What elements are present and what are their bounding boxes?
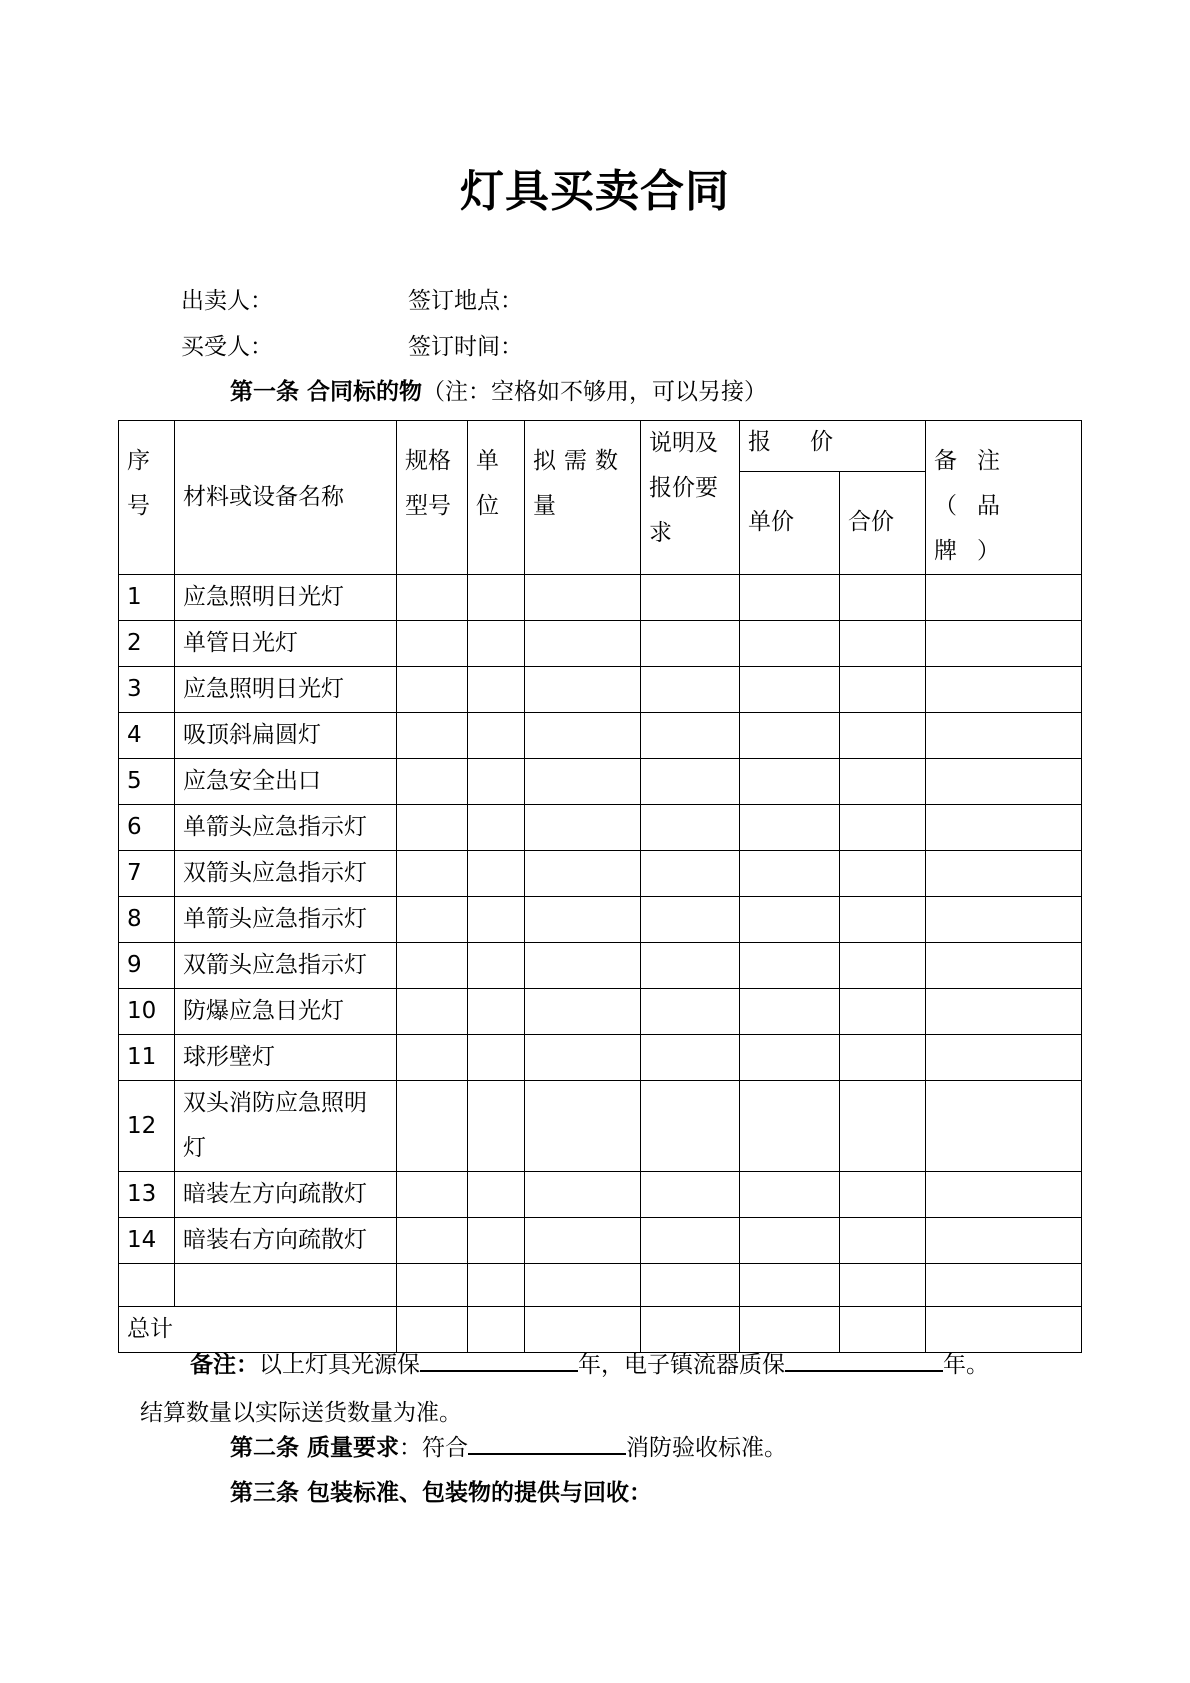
table-row <box>119 1035 1082 1081</box>
header-seq: 序号 <box>119 421 175 575</box>
row-name: 应急安全出口 <box>175 759 397 805</box>
article-2-heading: 第二条 质量要求 <box>230 1435 400 1461</box>
article-1-heading: 第一条 合同标的物 <box>230 379 423 405</box>
row-name <box>175 1264 397 1307</box>
table-row <box>119 989 1082 1035</box>
row-seq: 7 <box>119 851 175 897</box>
table-row <box>119 851 1082 897</box>
document-title: 灯具买卖合同 <box>460 166 730 217</box>
header-unit: 单位 <box>468 421 525 575</box>
row-seq: 1 <box>119 575 175 621</box>
row-name: 双头消防应急照明灯 <box>175 1081 397 1172</box>
warranty-blank-2 <box>785 1344 943 1372</box>
article-2-text-2: 消防验收标准。 <box>626 1435 788 1461</box>
article-2-text-1: ：符合 <box>399 1435 469 1461</box>
table-row <box>119 621 1082 667</box>
row-seq: 10 <box>119 989 175 1035</box>
header-unit-price: 单价 <box>740 471 840 574</box>
header-name: 材料或设备名称 <box>175 421 397 575</box>
row-seq: 3 <box>119 667 175 713</box>
total-label: 总计 <box>119 1307 397 1353</box>
row-name: 单管日光灯 <box>175 621 397 667</box>
table-row <box>119 943 1082 989</box>
items-table <box>118 420 1082 1353</box>
table-row <box>119 1081 1082 1172</box>
row-seq: 8 <box>119 897 175 943</box>
header-desc: 说明及报价要求 <box>641 421 740 575</box>
row-name: 球形壁灯 <box>175 1035 397 1081</box>
row-name: 应急照明日光灯 <box>175 575 397 621</box>
row-seq: 5 <box>119 759 175 805</box>
header-price: 报 价 <box>740 421 926 472</box>
buyer-label: 买受人： <box>181 334 273 360</box>
row-seq: 6 <box>119 805 175 851</box>
table-row <box>119 1172 1082 1218</box>
row-name: 应急照明日光灯 <box>175 667 397 713</box>
header-remark: 备注（品牌） <box>926 421 1082 575</box>
row-seq: 2 <box>119 621 175 667</box>
signing-time-label: 签订时间： <box>408 334 523 360</box>
remark-text-2: 年，电子镇流器质保 <box>578 1352 785 1378</box>
row-seq: 13 <box>119 1172 175 1218</box>
remark-text-1: 以上灯具光源保 <box>259 1352 420 1378</box>
row-seq: 11 <box>119 1035 175 1081</box>
row-seq: 4 <box>119 713 175 759</box>
table-row <box>119 1218 1082 1264</box>
table-row <box>119 759 1082 805</box>
row-seq: 9 <box>119 943 175 989</box>
table-row <box>119 1264 1082 1307</box>
remark-line <box>190 1344 989 1379</box>
warranty-blank-1 <box>420 1344 578 1372</box>
signing-place-label: 签订地点： <box>408 288 523 314</box>
row-name: 单箭头应急指示灯 <box>175 897 397 943</box>
table-row <box>119 575 1082 621</box>
row-seq: 14 <box>119 1218 175 1264</box>
table-row <box>119 805 1082 851</box>
article-3-heading: 第三条 包装标准、包装物的提供与回收： <box>230 1480 653 1506</box>
standard-blank <box>468 1427 626 1455</box>
table-row <box>119 897 1082 943</box>
article-2-line <box>230 1427 787 1462</box>
row-name: 暗装左方向疏散灯 <box>175 1172 397 1218</box>
header-qty: 拟需数量 <box>525 421 641 575</box>
row-name: 双箭头应急指示灯 <box>175 851 397 897</box>
table-row <box>119 667 1082 713</box>
settlement-line: 结算数量以实际送货数量为准。 <box>140 1400 462 1426</box>
header-spec: 规格型号 <box>397 421 468 575</box>
seller-label: 出卖人： <box>181 288 273 314</box>
article-1-line <box>230 373 767 406</box>
table-row <box>119 713 1082 759</box>
remark-text-3: 年。 <box>943 1352 989 1378</box>
remark-label: 备注： <box>190 1352 259 1378</box>
row-name: 双箭头应急指示灯 <box>175 943 397 989</box>
header-total-price: 合价 <box>840 471 926 574</box>
row-name: 暗装右方向疏散灯 <box>175 1218 397 1264</box>
row-name: 单箭头应急指示灯 <box>175 805 397 851</box>
article-1-note: （注：空格如不够用，可以另接） <box>422 379 768 405</box>
row-seq <box>119 1264 175 1307</box>
row-name: 防爆应急日光灯 <box>175 989 397 1035</box>
row-name: 吸顶斜扁圆灯 <box>175 713 397 759</box>
row-seq: 12 <box>119 1081 175 1172</box>
